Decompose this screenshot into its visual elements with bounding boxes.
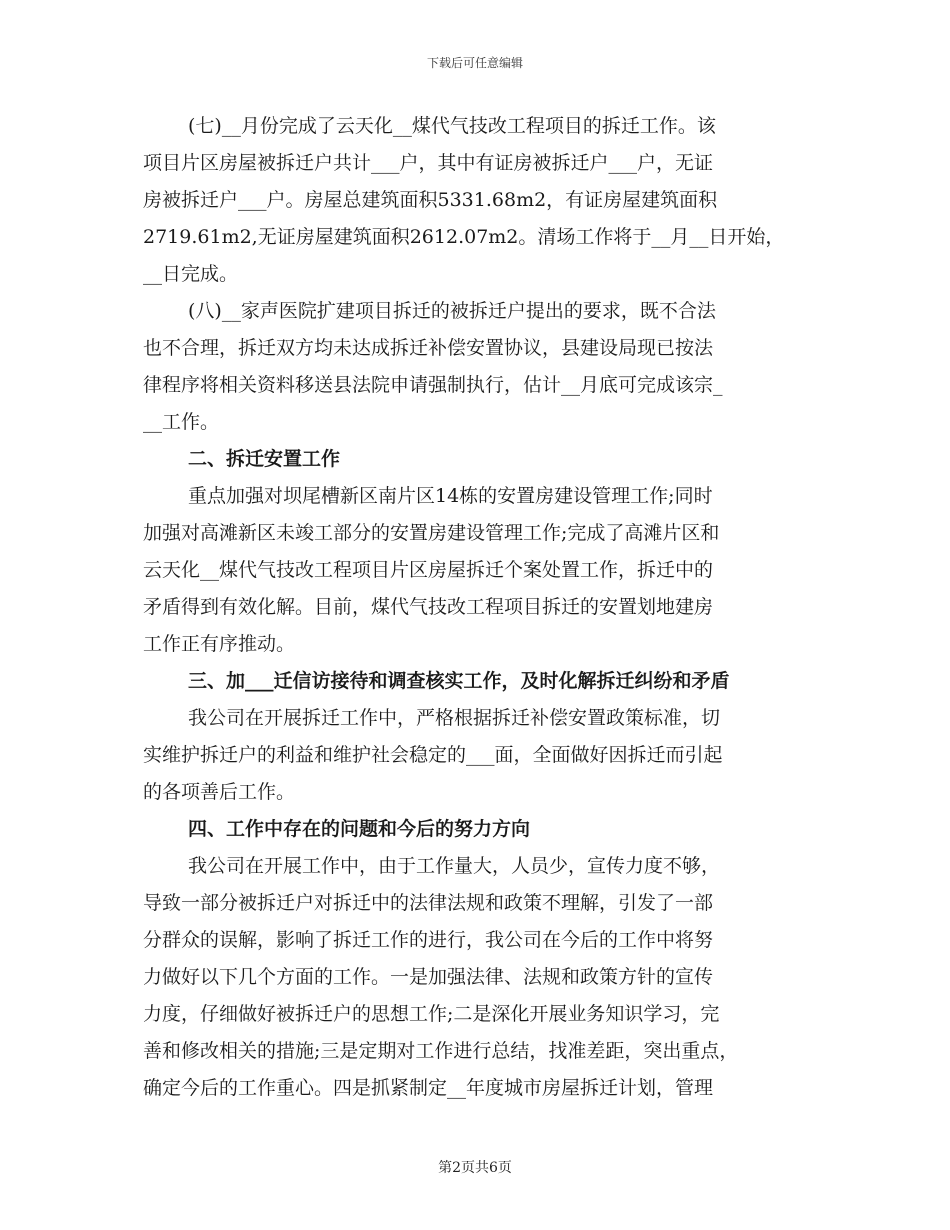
text-line: __工作。 xyxy=(143,411,220,433)
text-line: 确定今后的工作重心。四是抓紧制定__年度城市房屋拆迁计划，管理 xyxy=(143,1077,714,1099)
text-line: 加强对高滩新区未竣工部分的安置房建设管理工作;完成了高滩片区和 xyxy=(143,522,720,544)
text-line: 重点加强对坝尾槽新区南片区14栋的安置房建设管理工作;同时 xyxy=(188,485,713,507)
section-heading: 四、工作中存在的问题和今后的努力方向 xyxy=(188,818,531,840)
text-line: 力做好以下几个方面的工作。一是加强法律、法规和政策方针的宣传 xyxy=(143,966,714,988)
text-line: (七)__月份完成了云天化__煤代气技改工程项目的拆迁工作。该 xyxy=(188,115,716,137)
text-line: __日完成。 xyxy=(143,263,239,285)
text-line: 我公司在开展工作中，由于工作量大，人员少，宣传力度不够， xyxy=(188,855,721,877)
text-line: 2719.61m2,无证房屋建筑面积2612.07m2。清场工作将于__月__日开始， xyxy=(143,226,785,248)
text-line: 云天化__煤代气技改工程项目片区房屋拆迁个案处置工作，拆迁中的 xyxy=(143,559,714,581)
section-heading: 三、加___迁信访接待和调查核实工作，及时化解拆迁纠纷和矛盾 xyxy=(188,670,730,692)
text-line: 善和修改相关的措施;三是定期对工作进行总结，找准差距，突出重点， xyxy=(143,1040,739,1062)
text-line: 工作正有序推动。 xyxy=(143,633,296,655)
text-line: 导致一部分被拆迁户对拆迁中的法律法规和政策不理解，引发了一部 xyxy=(143,892,714,914)
text-line: 力度，仔细做好被拆迁户的思想工作;二是深化开展业务知识学习，完 xyxy=(143,1003,720,1025)
text-line: (八)__家声医院扩建项目拆迁的被拆迁户提出的要求，既不合法 xyxy=(188,300,716,322)
text-line: 房被拆迁户___户。房屋总建筑面积5331.68m2，有证房屋建筑面积 xyxy=(143,189,718,211)
text-line: 也不合理，拆迁双方均未达成拆迁补偿安置协议，县建设局现已按法 xyxy=(143,337,714,359)
text-line: 律程序将相关资料移送县法院申请强制执行，估计__月底可完成该宗_ xyxy=(143,374,723,396)
text-line: 矛盾得到有效化解。目前，煤代气技改工程项目拆迁的安置划地建房 xyxy=(143,596,714,618)
text-line: 分群众的误解，影响了拆迁工作的进行，我公司在今后的工作中将努 xyxy=(143,929,714,951)
text-line: 的各项善后工作。 xyxy=(143,781,296,803)
text-line: 我公司在开展拆迁工作中，严格根据拆迁补偿安置政策标准，切 xyxy=(188,707,721,729)
text-line: 实维护拆迁户的利益和维护社会稳定的___面，全面做好因拆迁而引起 xyxy=(143,744,723,766)
text-line: 项目片区房屋被拆迁户共计___户，其中有证房被拆迁户___户，无证 xyxy=(143,152,714,174)
page-header: 下载后可任意编辑 xyxy=(426,56,523,70)
section-heading: 二、拆迁安置工作 xyxy=(188,448,341,470)
page-number: 第2页共6页 xyxy=(438,1160,512,1176)
